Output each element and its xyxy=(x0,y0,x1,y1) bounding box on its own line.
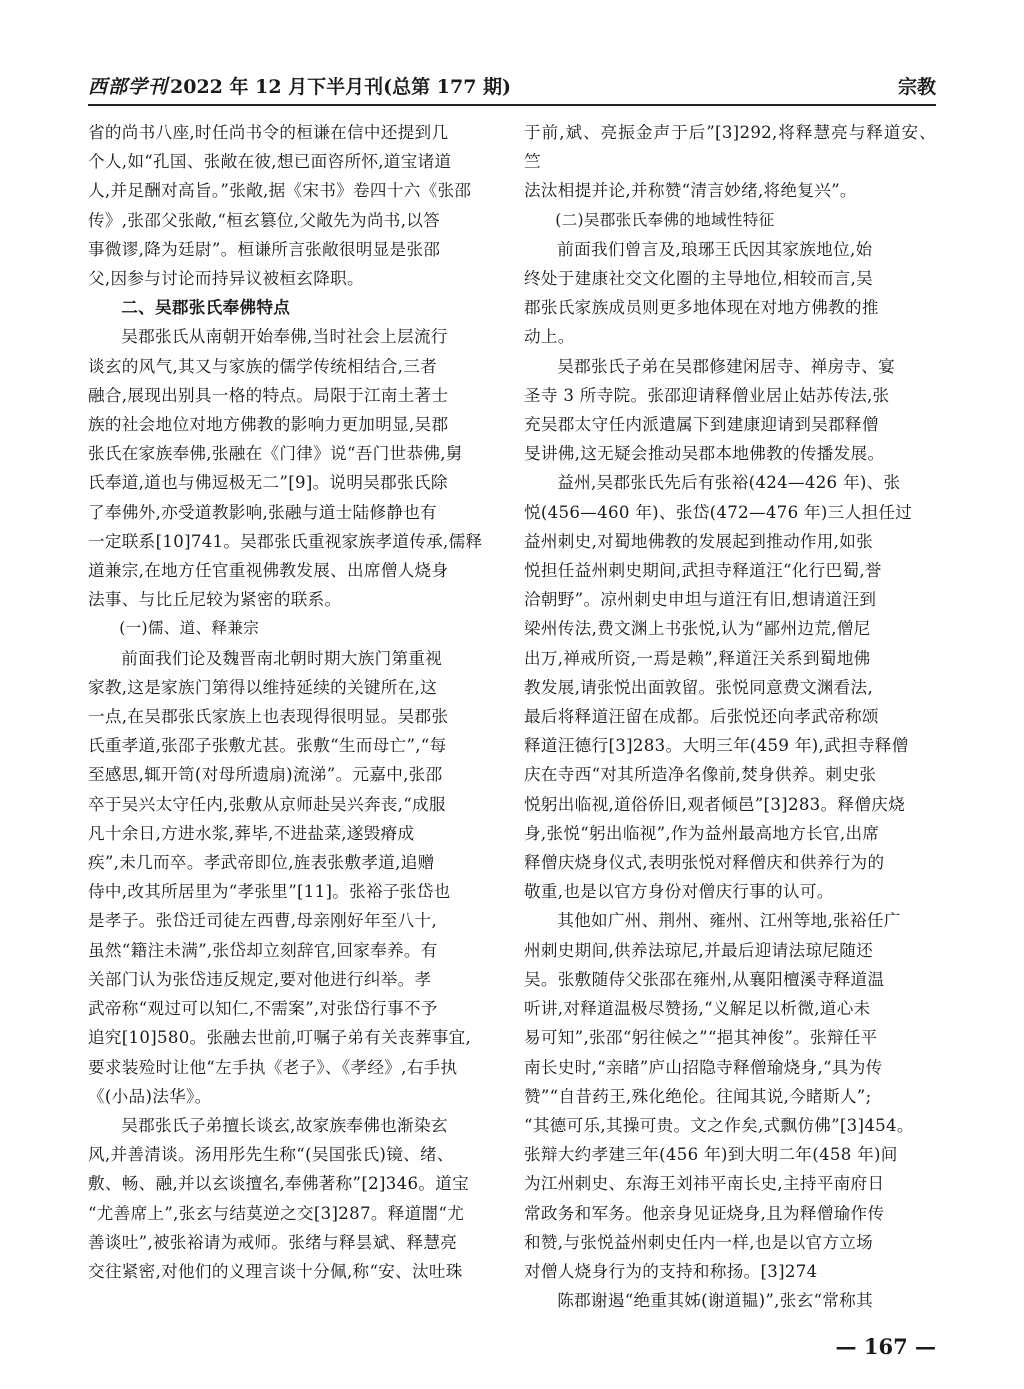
journal-logo: 西部学刊 xyxy=(88,76,169,98)
paragraph: 其他如广州、荆州、雍州、江州等地,张裕任广 州刺史期间,供养法琼尼,并最后迎请法琼尼随还 吴。张敷随侍父张邵在雍州,从襄阳檀溪寺释道温 听讲,对释道温极尽赞扬,“义解足以析微,道心未 易可知”,张邵“躬往候之”“挹其神俊”。张辩任平 南长史时,“亲睹”庐山招隐寺释僧瑜烧身,“具为传 赞”“自昔药王,殊化绝伦。往闻其说,今睹斯人”; “其德可乐,其操可贵。文之作矣,式飘仿佛”[3]454。 张辩大约孝建三年(456 年)到大明二年(458 年)间 为江州刺史、东海王刘祎平南长史,主持平南府日 常政务和军务。他亲身见证烧身,且为释僧瑜作传 和赞,与张悦益州刺史任内一样,也是以官方立场 对僧人烧身行为的支持和称扬。[3]274 xyxy=(524,911,914,1281)
paragraph: 陈郡谢遏“绝重其姊(谢道韫)”,张玄“常称其 xyxy=(557,1291,873,1311)
subsection-heading: (二)吴郡张氏奉佛的地域性特征 xyxy=(555,210,775,229)
header-rule xyxy=(88,104,936,106)
paragraph: 吴郡张氏从南朝开始奉佛,当时社会上层流行 谈玄的风气,其又与家族的儒学传统相结合,三者 融合,展现出别具一格的特点。局限于江南土著士 族的社会地位对地方佛教的影响力更加明显,吴郡 张氏在家族奉佛,张融在《门律》说“吾门世恭佛,舅 氏奉道,道也与佛逗极无二”[9]。说明吴郡张氏除 了奉佛外,亦受道教影响,张融与道士陆修静也有 一定联系[10]741。吴郡张氏重视家族孝道传承,儒释 道兼宗,在地方任官重视佛教发展、出席僧人烧身 法事、与比丘尼较为紧密的联系。 xyxy=(88,327,483,610)
journal-title xyxy=(88,72,511,99)
section-label: 宗教 xyxy=(897,76,936,98)
paragraph: 吴郡张氏子弟在吴郡修建闲居寺、禅房寺、宴 圣寺 3 所寺院。张邵迎请释僧业居止姑苏传法,张 充吴郡太守任内派遣属下到建康迎请到吴郡释僧 旻讲佛,这无疑会推动吴郡本地佛教的传播发展。 xyxy=(524,356,896,464)
page-number: — 167 — xyxy=(835,1334,936,1359)
paragraph: 吴郡张氏子弟擅长谈玄,故家族奉佛也渐染玄 风,并善清谈。汤用彤先生称“(吴国张氏)镜、绪、 敷、畅、融,并以玄谈擅名,奉佛著称”[2]346。道宝 “尤善席上”,张玄与结莫逆之交[3]287。释道闇“尤 善谈吐”,被张裕请为戒师。张绪与释昙斌、释慧亮 交往紧密,对他们的义理言谈十分佩,称“安、汰吐珠 xyxy=(88,1115,469,1281)
paragraph: 前面我们曾言及,琅琊王氏因其家族地位,始 终处于建康社交文化圈的主导地位,相较而言,吴 郡张氏家族成员则更多地体现在对地方佛教的推 动上。 xyxy=(524,239,879,347)
left-column xyxy=(88,118,500,1286)
subsection-heading: (一)儒、道、释兼宗 xyxy=(119,619,260,638)
section-heading: 二、吴郡张氏奉佛特点 xyxy=(121,298,291,318)
paragraph: 益州,吴郡张氏先后有张裕(424—426 年)、张 悦(456—460 年)、张岱(472—476 年)三人担任过 益州刺史,对蜀地佛教的发展起到推动作用,如张 悦担任益州刺史期间,武担寺释道汪“化行巴蜀,誉 洽朝野”。凉州刺史申坦与道汪有旧,想请道汪到 梁州传法,费文渊上书张悦,认为“鄙州边荒,僧尼 出万,禅戒所资,一焉是赖”,释道汪关系到蜀地佛 教发展,请张悦出面敦留。张悦同意费文渊看法, 最后将释道汪留在成都。后张悦还向孝武帝称颂 释道汪德行[3]283。大明三年(459 年),武担寺释僧 庆在寺西“对其所造净名像前,焚身供养。刺史张 悦躬出临视,道俗侨旧,观者倾邑”[3]283。释僧庆烧 身,张悦“躬出临视”,作为益州最高地方长官,出席 释僧庆烧身仪式,表明张悦对释僧庆和供养行为的 敬重,也是以官方身份对僧庆行事的认可。 xyxy=(524,473,913,902)
running-header xyxy=(88,70,936,100)
paragraph: 省的尚书八座,时任尚书令的桓谦在信中还提到几 个人,如“孔国、张敞在彼,想已面咨所怀,道宝诸道 人,并足酬对高旨。”张敞,据《宋书》卷四十六《张邵 传》,张邵父张敞,“桓玄篡位,父敞先为尚书,以答 事微谬,降为廷尉”。桓谦所言张敞很明显是张邵 父,因参与讨论而持异议被桓玄降职。 xyxy=(88,123,472,289)
paragraph: 前面我们论及魏晋南北朝时期大族门第重视 家教,这是家族门第得以维持延续的关键所在,这 一点,在吴郡张氏家族上也表现得很明显。吴郡张 氏重孝道,张邵子张敷尤甚。张敷“生而母亡”,“每 至感思,辄开笥(对母所遗扇)流涕”。元嘉中,张邵 卒于吴兴太守任内,张敷从京师赴吴兴奔丧,“成服 凡十余日,方进水浆,葬毕,不进盐菜,遂毁瘠成 疾”,未几而卒。孝武帝即位,旌表张敷孝道,追赠 侍中,改其所居里为“孝张里”[11]。张裕子张岱也 是孝子。张岱迁司徒左西曹,母亲刚好年至八十, 虽然“籍注未满”,张岱却立刻辞官,回家奉养。有 关部门认为张岱违反规定,要对他进行纠举。孝 武帝称“观过可以知仁,不需案”,对张岱行事不予 追究[10]580。张融去世前,叮嘱子弟有关丧葬事宜, 要求装殓时让他“左手执《老子》、《孝经》,右手执 《(小品)法华》。 xyxy=(88,648,472,1106)
right-column xyxy=(524,118,936,1315)
journal-issue: 2022 年 12 月下半月刊(总第 177 期) xyxy=(170,76,512,98)
paragraph: 于前,斌、亮振金声于后”[3]292,将释慧亮与释道安、竺 法汰相提并论,并称赞“清言妙绪,将绝复兴”。 xyxy=(524,123,936,201)
